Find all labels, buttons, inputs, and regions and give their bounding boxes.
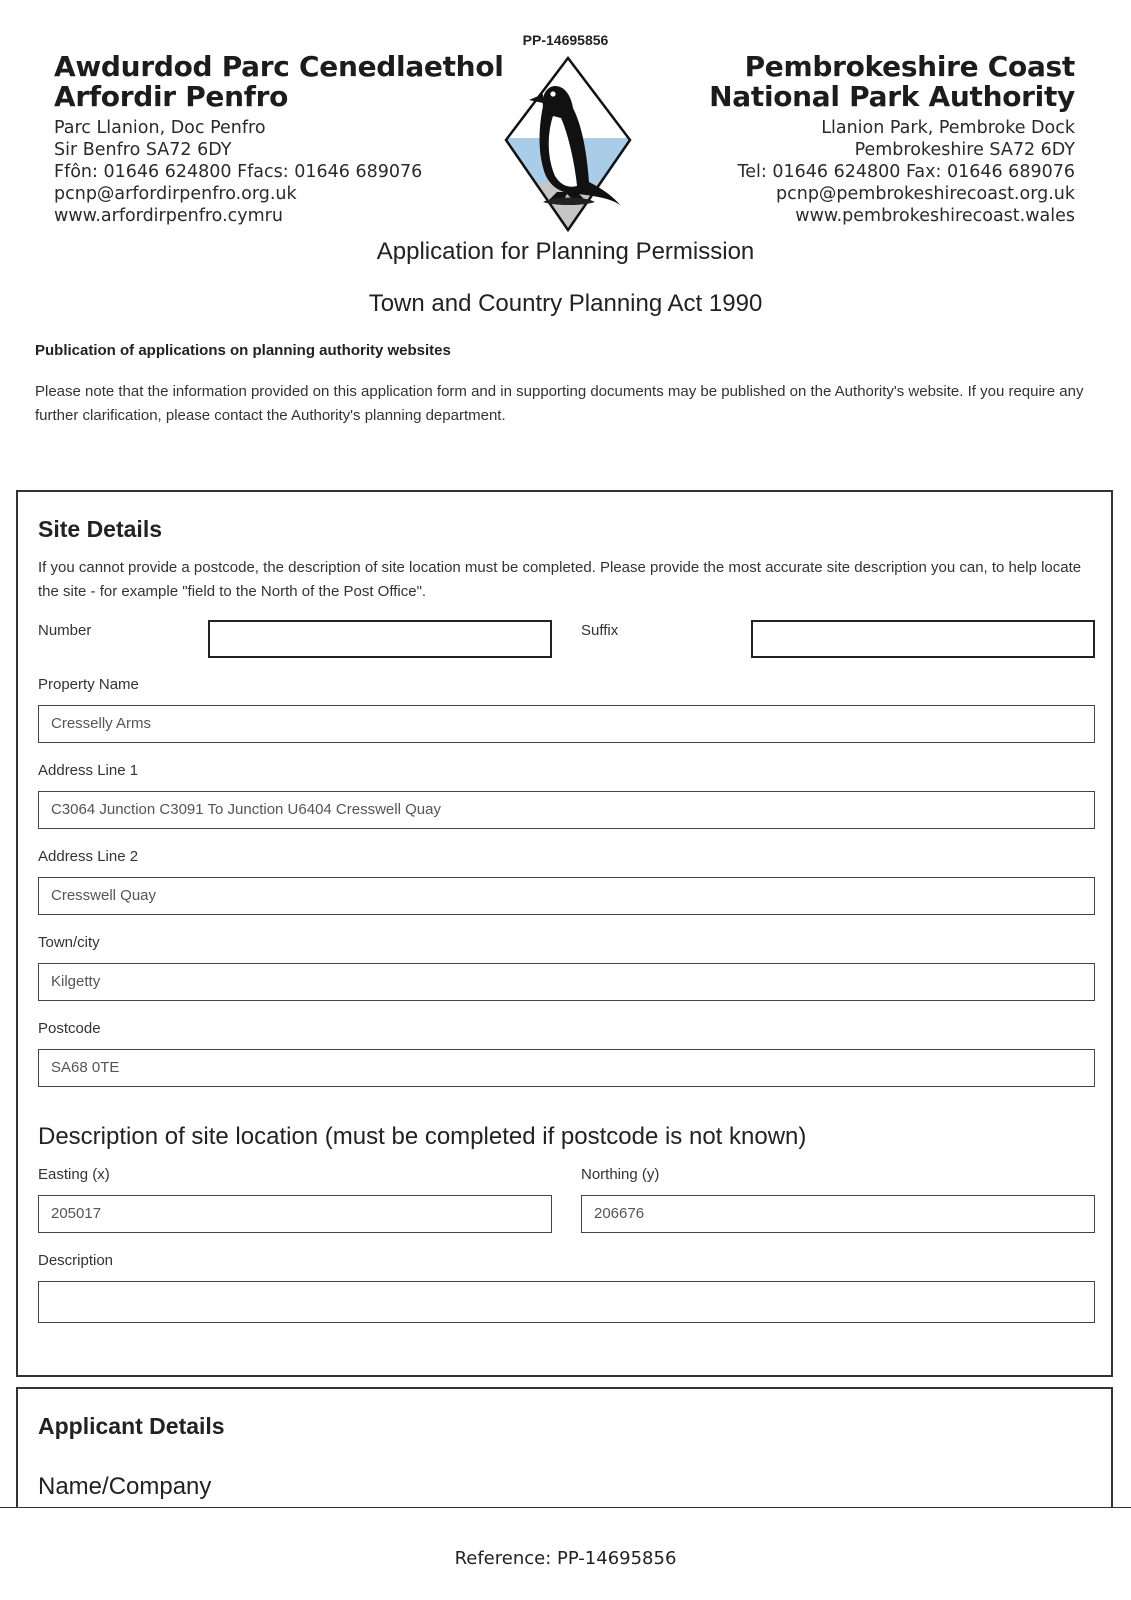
welsh-phone-line: Ffôn: 01646 624800 Ffacs: 01646 689076: [54, 162, 423, 182]
postcode-input[interactable]: SA68 0TE: [38, 1049, 1095, 1087]
welsh-address-line: Parc Llanion, Doc Penfro: [54, 118, 266, 138]
description-label: Description: [38, 1252, 114, 1269]
welsh-authority-header: [54, 52, 504, 227]
number-label: Number: [38, 622, 92, 639]
postcode-label: Postcode: [38, 1020, 101, 1037]
english-authority-name-line1: Pembrokeshire Coast: [744, 50, 1075, 83]
footer-reference: Reference: PP-14695856: [454, 1548, 677, 1569]
easting-label: Easting (x): [38, 1166, 110, 1183]
welsh-email: pcnp@arfordirpenfro.org.uk: [54, 184, 297, 204]
applicant-details-section: [16, 1387, 1113, 1507]
town-input[interactable]: Kilgetty: [38, 963, 1095, 1001]
site-location-heading: Description of site location (must be completed if postcode is not known): [38, 1123, 807, 1150]
publication-text: Please note that the information provided on this application form and in supporting documents may be published on the Authority's website. If you require any further clarification, please contact the Authority's planning department.: [35, 383, 1084, 424]
suffix-label: Suffix: [581, 622, 619, 639]
northing-label: Northing (y): [581, 1166, 660, 1183]
english-authority-header: [709, 52, 1075, 227]
site-details-intro: If you cannot provide a postcode, the description of site location must be completed. Please provide the most accurate site description you can, to help locate the site - for example "field to the North of the Post Office".: [38, 559, 1082, 600]
welsh-website: www.arfordirpenfro.cymru: [54, 206, 283, 226]
welsh-authority-name-line1: Awdurdod Parc Cenedlaethol: [54, 50, 504, 83]
name-company-heading: Name/Company: [38, 1473, 212, 1500]
english-email: pcnp@pembrokeshirecoast.org.uk: [776, 184, 1075, 204]
english-authority-name-line2: National Park Authority: [709, 80, 1075, 113]
site-details-title: Site Details: [38, 516, 162, 542]
english-address-line: Pembrokeshire SA72 6DY: [854, 140, 1075, 160]
puffin-diamond-logo: [503, 56, 633, 232]
address-line1-label: Address Line 1: [38, 762, 139, 779]
form-title: Application for Planning Permission: [376, 238, 755, 265]
description-input[interactable]: [38, 1281, 1095, 1323]
property-name-input[interactable]: Cresselly Arms: [38, 705, 1095, 743]
english-phone-line: Tel: 01646 624800 Fax: 01646 689076: [737, 162, 1075, 182]
number-input[interactable]: [208, 620, 552, 658]
welsh-authority-name-line2: Arfordir Penfro: [54, 80, 289, 113]
reference-number-top: PP-14695856: [522, 32, 609, 48]
footer-divider: [0, 1507, 1131, 1508]
welsh-address-line: Sir Benfro SA72 6DY: [54, 140, 232, 160]
english-address-line: Llanion Park, Pembroke Dock: [821, 118, 1075, 138]
property-name-label: Property Name: [38, 676, 139, 693]
site-details-section: [16, 490, 1113, 1377]
address-line2-label: Address Line 2: [38, 848, 139, 865]
address-line2-input[interactable]: Cresswell Quay: [38, 877, 1095, 915]
applicant-details-title: Applicant Details: [38, 1413, 225, 1439]
address-line1-input[interactable]: C3064 Junction C3091 To Junction U6404 Cresswell Quay: [38, 791, 1095, 829]
easting-input[interactable]: 205017: [38, 1195, 552, 1233]
publication-heading: Publication of applications on planning authority websites: [35, 342, 451, 359]
form-subtitle: Town and Country Planning Act 1990: [368, 290, 763, 317]
english-website: www.pembrokeshirecoast.wales: [795, 206, 1075, 226]
town-label: Town/city: [38, 934, 100, 951]
northing-input[interactable]: 206676: [581, 1195, 1095, 1233]
suffix-input[interactable]: [751, 620, 1095, 658]
